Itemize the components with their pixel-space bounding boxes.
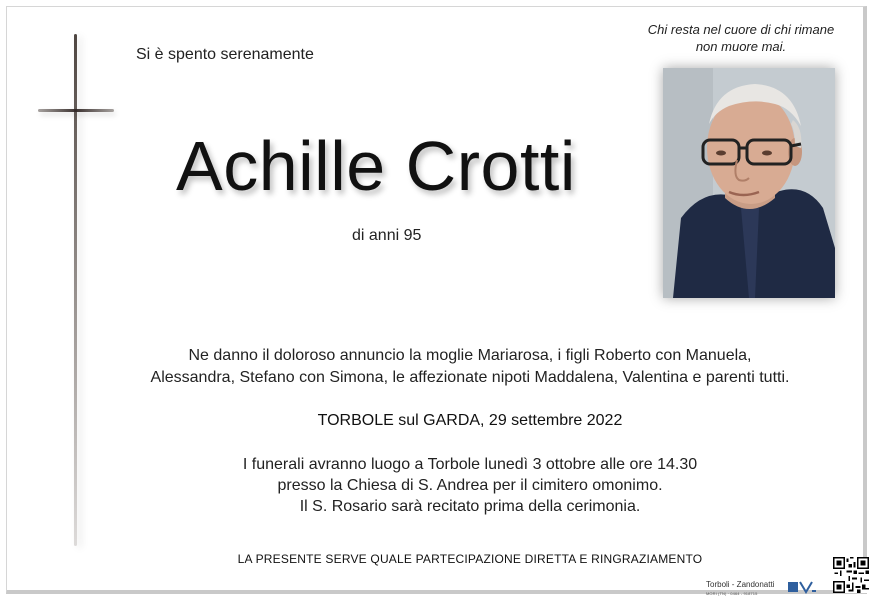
announcement <box>60 345 873 389</box>
agency-mark-icon <box>788 580 816 594</box>
deceased-portrait <box>663 68 835 298</box>
funeral-line: Il S. Rosario sarà recitato prima della cerimonia. <box>299 498 641 515</box>
agency-details: MORI (TN) · 0464 - 918715 <box>706 591 758 596</box>
announcement-line: Alessandra, Stefano con Simona, le affezionate nipoti Maddalena, Valentina e parenti tutti. <box>150 369 790 386</box>
deceased-age: di anni 95 <box>352 227 422 244</box>
funeral-line: I funerali avranno luogo a Torbole lunedì 3 ottobre alle ore 14.30 <box>242 456 698 473</box>
place-date: TORBOLE sul GARDA, 29 settembre 2022 <box>317 412 623 429</box>
footer-note: LA PRESENTE SERVE QUALE PARTECIPAZIONE DIRETTA E RINGRAZIAMENTO <box>237 552 703 566</box>
quote-line: non muore mai. <box>695 39 787 54</box>
cross-icon-bar <box>38 109 114 112</box>
deceased-name: Achille Crotti <box>176 127 576 205</box>
quote-line: Chi resta nel cuore di chi rimane <box>647 22 835 37</box>
agency-name: Torboli - Zandonatti <box>706 580 775 589</box>
qr-code-icon <box>833 557 869 593</box>
memorial-quote <box>631 21 851 55</box>
funeral-info <box>60 454 873 517</box>
intro-text: Si è spento serenamente <box>136 46 314 63</box>
agency-logo <box>706 580 774 598</box>
funeral-line: presso la Chiesa di S. Andrea per il cimitero omonimo. <box>277 477 663 494</box>
announcement-line: Ne danno il doloroso annuncio la moglie Mariarosa, i figli Roberto con Manuela, <box>188 347 752 364</box>
